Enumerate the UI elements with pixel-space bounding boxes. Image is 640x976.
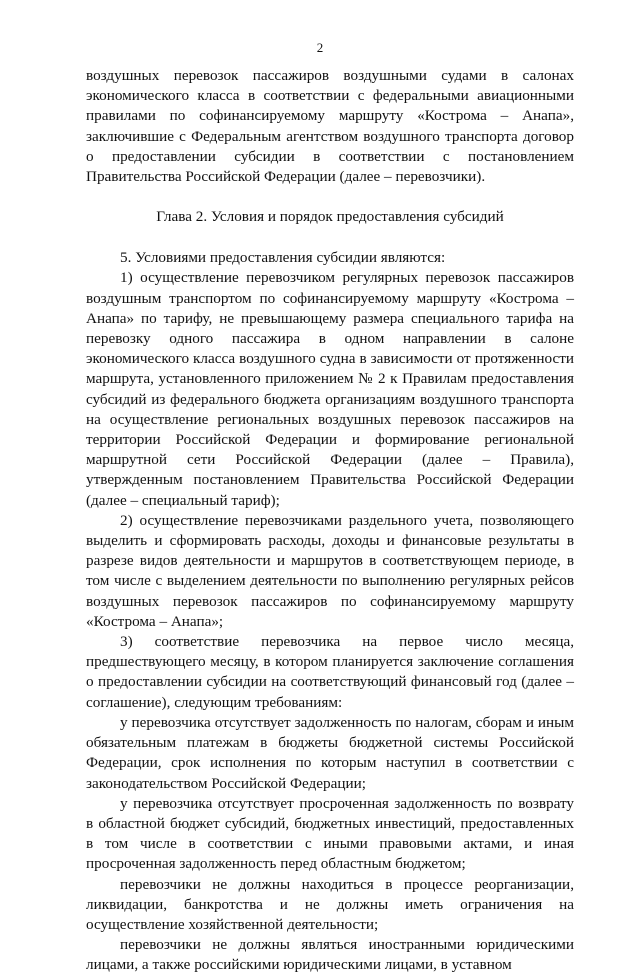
paragraph-intro-continuation: воздушных перевозок пассажиров воздушными судами в салонах экономического класса в соответствии с федеральными авиационными правилами по софинансируемому маршруту «Кострома – Анапа», заключившие с Федеральным агентством воздушного транспорта договор о предоставлении субсидии в соответствии с постановлением Правительства Российской Федерации (далее – перевозчики). bbox=[86, 67, 574, 186]
paragraph-requirement-taxes: у перевозчика отсутствует задолженность по налогам, сборам и иным обязательным платежам в бюджеты бюджетной системы Российской Федерации, срок исполнения по которым наступил в соответствии с законодательством Российской Федерации; bbox=[86, 713, 574, 792]
paragraph-item-5: 5. Условиями предоставления субсидии являются: bbox=[120, 249, 446, 267]
paragraph-requirement-reorganization: перевозчики не должны находиться в процессе реорганизации, ликвидации, банкротства и не должны иметь ограничения на осуществление хозяйственной деятельности; bbox=[86, 875, 574, 933]
document-body bbox=[86, 66, 574, 976]
page-number: 2 bbox=[316, 40, 324, 55]
paragraph-requirement-debt: у перевозчика отсутствует просроченная задолженность по возврату в областной бюджет субсидий, бюджетных инвестиций, предоставленных в том числе в соответствии с иными правовыми актами, и иная просроченная задолженность перед областным бюджетом; bbox=[86, 794, 574, 873]
paragraph-condition-2: 2) осуществление перевозчиками раздельного учета, позволяющего выделить и сформировать расходы, доходы и финансовые результаты в разрезе видов деятельности и маршрутов в соответствующем периоде, в том числе с выделением деятельности по выполнению регулярных рейсов воздушных перевозок пассажиров по софинансируемому маршруту «Кострома – Анапа»; bbox=[86, 511, 574, 630]
paragraph-condition-3: 3) соответствие перевозчика на первое число месяца, предшествующего месяцу, в котором планируется заключение соглашения о предоставлении субсидии на соответствующий финансовый год (далее – соглашение), следующим требованиям: bbox=[86, 633, 574, 711]
paragraph-requirement-foreign: перевозчики не должны являться иностранными юридическими лицами, а также российскими юридическими лицами, в уставном bbox=[86, 936, 574, 974]
paragraph-condition-1: 1) осуществление перевозчиком регулярных перевозок пассажиров воздушным транспортом по софинансируемому маршруту «Кострома – Анапа» по тарифу, не превышающему размера специального тарифа на перевозку одного пассажира в одном направлении в салоне экономического класса воздушного судна в зависимости от протяженности маршрута, установленного приложением № 2 к Правилам предоставления субсидий из федерального бюджета организациям воздушного транспорта на осуществление региональных воздушных перевозок пассажиров на территории Российской Федерации и формирование региональной маршрутной сети Российской Федерации (далее – Правила), утвержденным постановлением Правительства Российской Федерации (далее – специальный тариф); bbox=[86, 269, 574, 509]
chapter-heading: Глава 2. Условия и порядок предоставления субсидий bbox=[156, 208, 504, 226]
